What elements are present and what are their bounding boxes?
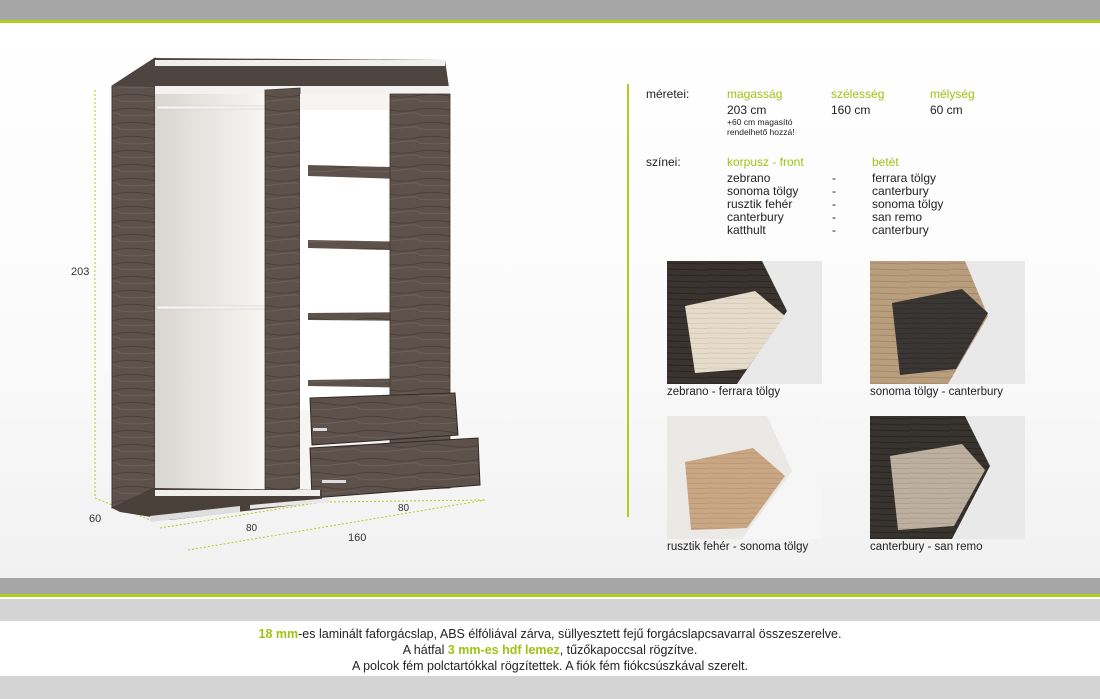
swatch-caption: rusztik fehér - sonoma tölgy [667,541,809,553]
wardrobe-illustration [60,50,530,560]
color-row-corpus: zebrano [727,171,771,185]
depth-label: 60 [89,513,102,525]
swatch-caption: canterbury - san remo [870,541,983,553]
footer-line-1: 18 mm-es laminált faforgácslap, ABS élfóliával zárva, süllyesztett fejű forgácslapcsavarral összeszerelve. [258,627,842,641]
vertical-divider [627,84,629,517]
color-row-corpus: canterbury [727,210,784,224]
footer-highlight: 18 mm [258,627,299,641]
middle-accent-line [0,594,1100,597]
colors-header-insert: betét [872,155,899,169]
swatch-image [667,261,822,384]
swatch-image [870,261,1025,384]
dimensions-label: méretei: [646,87,690,101]
depth-value: 60 cm [930,103,963,117]
header-width: szélesség [831,87,885,101]
swatch-image [870,416,1025,539]
top-band [0,0,1100,20]
height-note-line2: rendelhető hozzá! [727,127,795,137]
height-value: 203 cm [727,103,767,117]
color-row-insert: san remo [872,210,923,224]
bottom-band [0,676,1100,699]
header-height: magasság [727,87,783,101]
color-row-corpus: katthult [727,223,766,237]
footer-highlight: 3 mm-es hdf lemez [447,643,560,657]
swatch-image [667,416,822,539]
colors-header-corpus: korpusz - front [727,155,804,169]
color-row-dash: - [832,197,836,211]
footer-line-2: A hátfal 3 mm-es hdf lemez, tűzőkapoccsal rögzítve. [402,643,698,657]
colors-label: színei: [646,155,681,169]
half-width-right-label: 80 [398,503,410,514]
width-value: 160 cm [831,103,871,117]
color-row-insert: canterbury [872,223,929,237]
color-row-dash: - [832,210,836,224]
color-row-dash: - [832,171,836,185]
swatch-caption: sonoma tölgy - canterbury [870,386,1003,398]
color-row-insert: sonoma tölgy [872,197,944,211]
total-width-label: 160 [348,532,367,544]
swatch-caption: zebrano - ferrara tölgy [667,386,781,398]
header-depth: mélység [930,87,975,101]
middle-band [0,578,1100,594]
color-row-dash: - [832,184,836,198]
height-label: 203 [71,266,90,278]
middle-band-light [0,599,1100,621]
footer-description [0,626,1100,674]
color-row-insert: canterbury [872,184,929,198]
color-row-corpus: sonoma tölgy [727,184,799,198]
half-width-left-label: 80 [246,523,258,534]
color-row-dash: - [832,223,836,237]
height-note-line1: +60 cm magasító [727,117,793,127]
footer-line-3: A polcok fém polctartókkal rögzítettek. A fiók fém fiókcsúszkával szerelt. [351,659,748,673]
color-row-corpus: rusztik fehér [727,197,793,211]
color-row-insert: ferrara tölgy [872,171,937,185]
